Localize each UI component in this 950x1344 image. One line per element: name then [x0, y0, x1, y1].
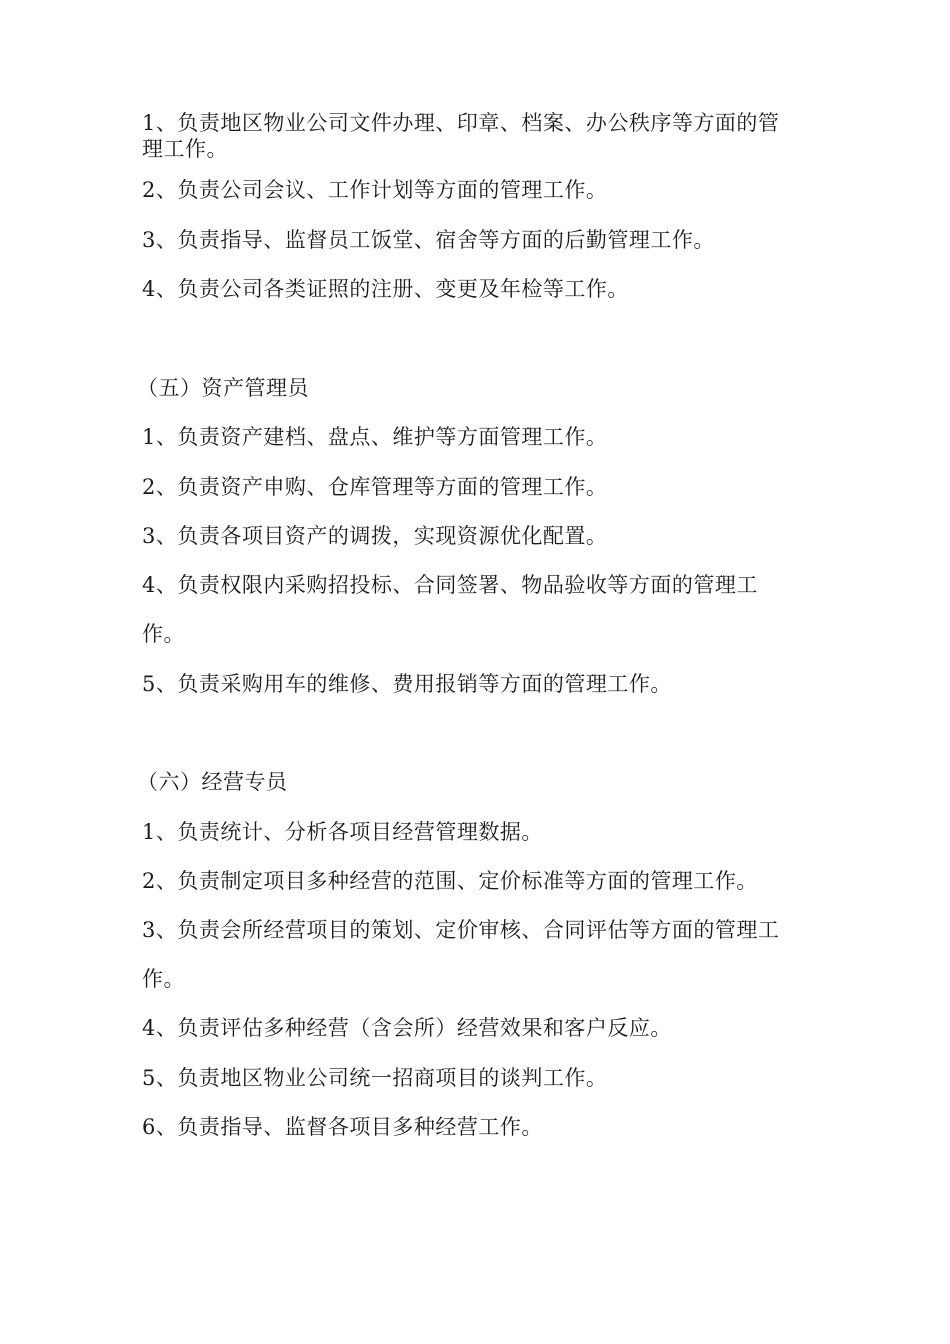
section-5-item-1: 1、负责资产建档、盘点、维护等方面管理工作。 — [142, 425, 608, 449]
section-5-item-3: 3、负责各项目资产的调拨，实现资源优化配置。 — [142, 524, 608, 548]
section-4-item-3: 3、负责指导、监督员工饭堂、宿舍等方面的后勤管理工作。 — [142, 228, 715, 252]
section-4-item-1-line-1: 1、负责地区物业公司文件办理、印章、档案、办公秩序等方面的管 — [142, 111, 780, 135]
section-5-heading: （五）资产管理员 — [137, 376, 309, 400]
section-6-item-1: 1、负责统计、分析各项目经营管理数据。 — [142, 820, 543, 844]
section-6-item-4: 4、负责评估多种经营（含会所）经营效果和客户反应。 — [142, 1016, 672, 1040]
section-6-item-3-line-2: 作。 — [142, 967, 185, 991]
section-4-item-1-line-2: 理工作。 — [142, 137, 228, 161]
section-5-item-5: 5、负责采购用车的维修、费用报销等方面的管理工作。 — [142, 672, 672, 696]
section-5-item-4-line-1: 4、负责权限内采购招投标、合同签署、物品验收等方面的管理工 — [142, 573, 758, 597]
section-5-item-4-line-2: 作。 — [142, 622, 185, 646]
section-6-heading: （六）经营专员 — [137, 770, 288, 794]
section-6-item-6: 6、负责指导、监督各项目多种经营工作。 — [142, 1115, 543, 1139]
section-4-item-2: 2、负责公司会议、工作计划等方面的管理工作。 — [142, 178, 608, 202]
section-6-item-3-line-1: 3、负责会所经营项目的策划、定价审核、合同评估等方面的管理工 — [142, 918, 780, 942]
section-4-item-4: 4、负责公司各类证照的注册、变更及年检等工作。 — [142, 277, 629, 301]
section-6-item-5: 5、负责地区物业公司统一招商项目的谈判工作。 — [142, 1066, 608, 1090]
section-6-item-2: 2、负责制定项目多种经营的范围、定价标准等方面的管理工作。 — [142, 869, 758, 893]
section-5-item-2: 2、负责资产申购、仓库管理等方面的管理工作。 — [142, 475, 608, 499]
